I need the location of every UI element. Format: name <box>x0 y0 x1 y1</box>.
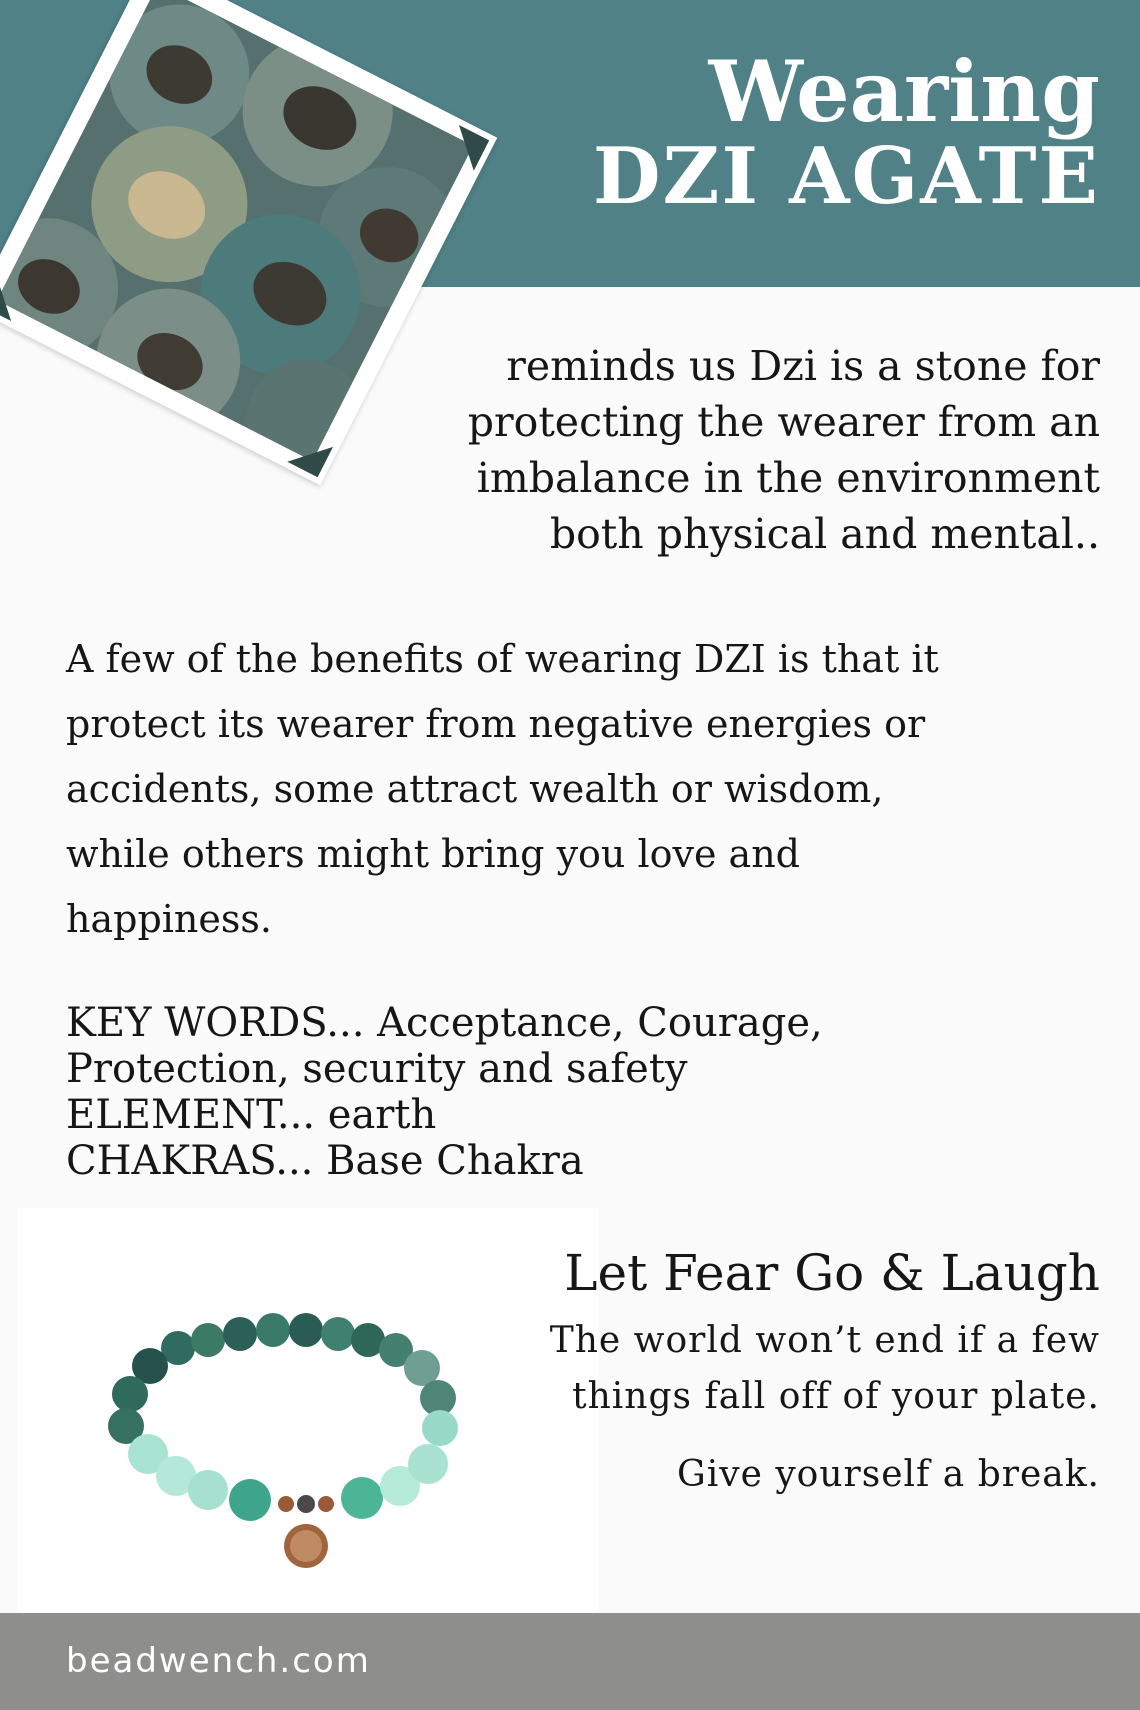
title-line-2: DZI AGATE <box>592 131 1100 223</box>
quote-line: The world won’t end if a few <box>549 1320 1100 1361</box>
bracelet-image <box>18 1208 598 1613</box>
keywords-line: KEY WORDS... Acceptance, Courage, <box>66 1000 823 1046</box>
site-link[interactable]: beadwench.com <box>66 1641 371 1681</box>
benefits-line: protect its wearer from negative energies or <box>66 702 926 746</box>
benefits-line: while others might bring you love and <box>66 832 801 876</box>
intro-paragraph <box>400 338 1100 562</box>
intro-line: protecting the wearer from an <box>467 398 1100 446</box>
benefits-line: accidents, some attract wealth or wisdom, <box>66 767 884 811</box>
benefits-paragraph <box>66 627 1066 952</box>
intro-line: imbalance in the environment <box>476 454 1100 502</box>
page-title <box>592 42 1100 223</box>
benefits-line: happiness. <box>66 897 272 941</box>
title-line-1: Wearing <box>708 42 1100 141</box>
quote-title: Let Fear Go & Laugh <box>564 1244 1100 1302</box>
chakras-line: CHAKRAS... Base Chakra <box>66 1138 584 1184</box>
footer-bar <box>0 1613 1140 1710</box>
intro-line: both physical and mental.. <box>549 510 1100 558</box>
keywords-line: Protection, security and safety <box>66 1046 688 1092</box>
element-line: ELEMENT... earth <box>66 1092 437 1138</box>
benefits-line: A few of the benefits of wearing DZI is that it <box>66 637 939 681</box>
intro-line: reminds us Dzi is a stone for <box>506 342 1100 390</box>
quote-body <box>550 1313 1100 1425</box>
quote-closing: Give yourself a break. <box>676 1454 1100 1495</box>
keywords-block <box>66 1000 1086 1184</box>
quote-line: things fall off of your plate. <box>572 1376 1100 1417</box>
